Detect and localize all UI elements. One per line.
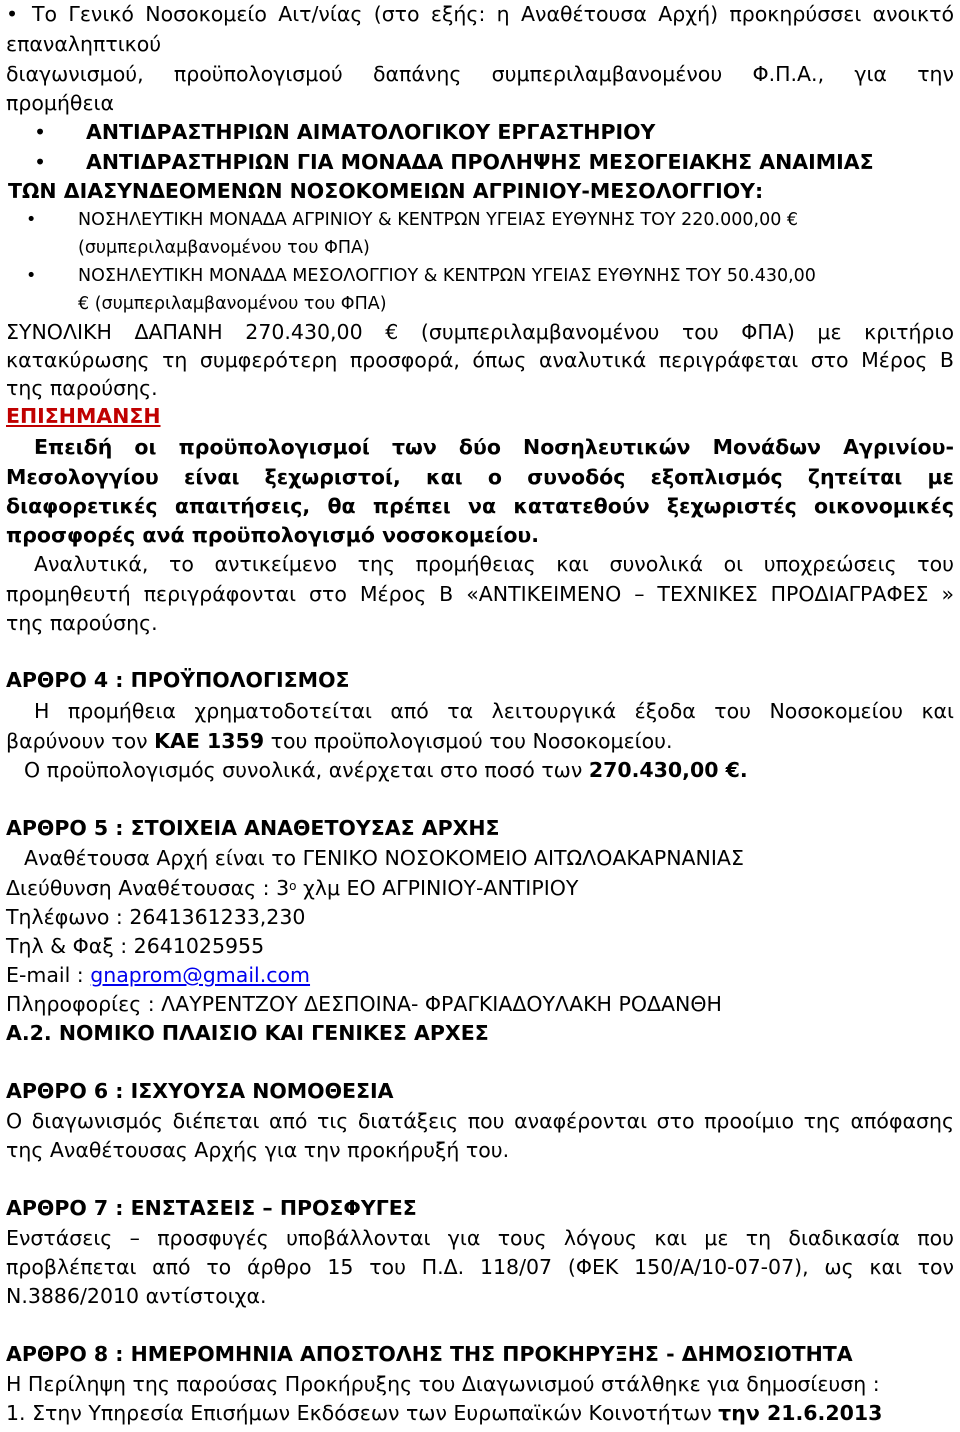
article-5-heading: ΑΡΘΡΟ 5 : ΣΤΟΙΧΕΙΑ ΑΝΑΘΕΤΟΥΣΑΣ ΑΡΧΗΣ	[6, 816, 500, 840]
section-a2-heading: Α.2. ΝΟΜΙΚΟ ΠΛΑΙΣΙΟ ΚΑΙ ΓΕΝΙΚΕΣ ΑΡΧΕΣ	[6, 1021, 489, 1045]
email-line: E-mail : gnaprom@gmail.com	[6, 963, 311, 987]
unit-mesolongi-vat: € (συμπεριλαμβανομένου του ΦΠΑ)	[78, 294, 387, 314]
item-haematology: • ΑΝΤΙΔΡΑΣΤΗΡΙΩΝ ΑΙΜΑΤΟΛΟΓΙΚΟΥ ΕΡΓΑΣΤΗΡΙΟΥ	[86, 118, 954, 146]
email-link[interactable]: gnaprom@gmail.com	[90, 963, 311, 987]
item-thalassaemia-cont: ΤΩΝ ΔΙΑΣΥΝΔΕΟΜΕΝΩΝ ΝΟΣΟΚΟΜΕΙΩΝ ΑΓΡΙΝΙΟΥ-ΜΕΣΟΛΟΓΓΙΟΥ:	[8, 179, 764, 203]
article-6-heading: ΑΡΘΡΟ 6 : ΙΣΧΥΟΥΣΑ ΝΟΜΟΘΕΣΙΑ	[6, 1079, 394, 1103]
article-8-line-2: 1. Στην Υπηρεσία Επισήμων Εκδόσεων των Ευρωπαϊκών Κοινοτήτων την 21.6.2013	[6, 1401, 883, 1425]
notice-bullet-1-line-1: • Επειδή οι προϋπολογισμοί των δύο Νοσηλευτικών Μονάδων Αγρινίου-	[34, 433, 954, 461]
total-line-2: κατακύρωσης τη συμφερότερη προσφορά, όπως αναλυτικά περιγράφεται στο Μέρος Β	[6, 348, 954, 372]
intro-line-3: διαγωνισμού, προϋπολογισμού δαπάνης συμπεριλαμβανομένου Φ.Π.Α., για την	[6, 62, 954, 86]
article-4-bullet-1-line-1: • Η προμήθεια χρηματοδοτείται από τα λειτουργικά έξοδα του Νοσοκομείου και	[34, 697, 954, 725]
intro-line-2: επαναληπτικού	[6, 32, 162, 56]
phone-line: Τηλέφωνο : 2641361233,230	[6, 905, 306, 929]
notice-bullet-2-line-1: • Αναλυτικά, το αντικείμενο της προμήθειας και συνολικά οι υποχρεώσεις του	[34, 550, 954, 578]
total-line-1: ΣΥΝΟΛΙΚΗ ΔΑΠΑΝΗ 270.430,00 € (συμπεριλαμβανομένου του ΦΠΑ) με κριτήριο	[6, 320, 954, 344]
unit-mesolongi: • ΝΟΣΗΛΕΥΤΙΚΗ ΜΟΝΑΔΑ ΜΕΣΟΛΟΓΓΙΟΥ & ΚΕΝΤΡΩΝ ΥΓΕΙΑΣ ΕΥΘΥΝΗΣ ΤΟΥ 50.430,00	[78, 262, 954, 290]
article-4-bullet-2: • Ο προϋπολογισμός συνολικά, ανέρχεται στο ποσό των 270.430,00 €.	[24, 756, 954, 784]
article-7-line-3: Ν.3886/2010 αντίστοιχα.	[6, 1284, 267, 1308]
address-line: Διεύθυνση Αναθέτουσας : $3^o$ χλμ ΕΟ ΑΓΡΙΝΙΟΥ-ΑΝΤΙΡΙΟΥ	[6, 876, 579, 900]
unit-agrinio: • ΝΟΣΗΛΕΥΤΙΚΗ ΜΟΝΑΔΑ ΑΓΡΙΝΙΟΥ & ΚΕΝΤΡΩΝ ΥΓΕΙΑΣ ΕΥΘΥΝΗΣ ΤΟΥ 220.000,00 €	[78, 206, 954, 234]
unit-agrinio-vat: (συμπεριλαμβανομένου του ΦΠΑ)	[78, 238, 370, 258]
notice-bullet-1-line-2: Μεσολογγίου είναι ξεχωριστοί, και ο συνοδός εξοπλισμός ζητείται με	[6, 465, 954, 489]
article-7-line-2: προβλέπεται από το άρθρο 15 του Π.Δ. 118/07 (ΦΕΚ 150/Α/10-07-07), ως και τον	[6, 1255, 954, 1279]
article-8-line-1: Η Περίληψη της παρούσας Προκήρυξης του Διαγωνισμού στάλθηκε για δημοσίευση :	[6, 1372, 880, 1396]
fax-line: Τηλ & Φαξ : 2641025955	[6, 934, 265, 958]
article-6-line-2: της Αναθέτουσας Αρχής για την προκήρυξή του.	[6, 1138, 510, 1162]
total-line-3: της παρούσης.	[6, 376, 158, 400]
notice-bullet-1-line-3: διαφορετικές απαιτήσεις, θα πρέπει να κατατεθούν ξεχωριστές οικονομικές	[6, 494, 954, 518]
notice-bullet-1-line-4: προσφορές ανά προϋπολογισμό νοσοκομείου.	[6, 523, 540, 547]
article-7-line-1: Ενστάσεις – προσφυγές υποβάλλονται για τους λόγους και με τη διαδικασία που	[6, 1226, 954, 1250]
info-line: Πληροφορίες : ΛΑΥΡΕΝΤΖΟΥ ΔΕΣΠΟΙΝΑ- ΦΡΑΓΚΙΑΔΟΥΛΑΚΗ ΡΟΔΑΝΘΗ	[6, 992, 722, 1016]
article-4-heading: ΑΡΘΡΟ 4 : ΠΡΟΫΠΟΛΟΓΙΣΜΟΣ	[6, 668, 350, 692]
article-4-bullet-1-line-2: βαρύνουν τον ΚΑΕ 1359 του προϋπολογισμού του Νοσοκομείου.	[6, 729, 673, 753]
kae-code: ΚΑΕ 1359	[154, 729, 265, 753]
notice-bullet-2-line-2: προμηθευτή περιγράφονται στο Μέρος Β «ΑΝΤΙΚΕΙΜΕΝΟ – ΤΕΧΝΙΚΕΣ ΠΡΟΔΙΑΓΡΑΦΕΣ »	[6, 582, 954, 606]
item-thalassaemia: • ΑΝΤΙΔΡΑΣΤΗΡΙΩΝ ΓΙΑ ΜΟΝΑΔΑ ΠΡΟΛΗΨΗΣ ΜΕΣΟΓΕΙΑΚΗΣ ΑΝΑΙΜΙΑΣ	[86, 148, 954, 176]
notice-heading: ΕΠΙΣΗΜΑΝΣΗ	[6, 404, 161, 428]
notice-bullet-2-line-3: της παρούσης.	[6, 611, 158, 635]
intro-line-4: προμήθεια	[6, 91, 115, 115]
article-8-heading: ΑΡΘΡΟ 8 : ΗΜΕΡΟΜΗΝΙΑ ΑΠΟΣΤΟΛΗΣ ΤΗΣ ΠΡΟΚΗΡΥΞΗΣ - ΔΗΜΟΣΙΟΤΗΤΑ	[6, 1342, 853, 1366]
intro-line-1: • Το Γενικό Νοσοκομείο Αιτ/νίας (στο εξής: η Αναθέτουσα Αρχή) προκηρύσσει ανοικτό	[6, 0, 954, 28]
authority-line: • Αναθέτουσα Αρχή είναι το ΓΕΝΙΚΟ ΝΟΣΟΚΟΜΕΙΟ ΑΙΤΩΛΟΑΚΑΡΝΑΝΙΑΣ	[24, 844, 954, 872]
dispatch-date: την 21.6.2013	[718, 1401, 883, 1425]
article-6-line-1: Ο διαγωνισμός διέπεται από τις διατάξεις που αναφέρονται στο προοίμιο της απόφασης	[6, 1109, 954, 1133]
budget-amount: 270.430,00 €.	[588, 758, 748, 782]
article-7-heading: ΑΡΘΡΟ 7 : ΕΝΣΤΑΣΕΙΣ – ΠΡΟΣΦΥΓΕΣ	[6, 1196, 417, 1220]
